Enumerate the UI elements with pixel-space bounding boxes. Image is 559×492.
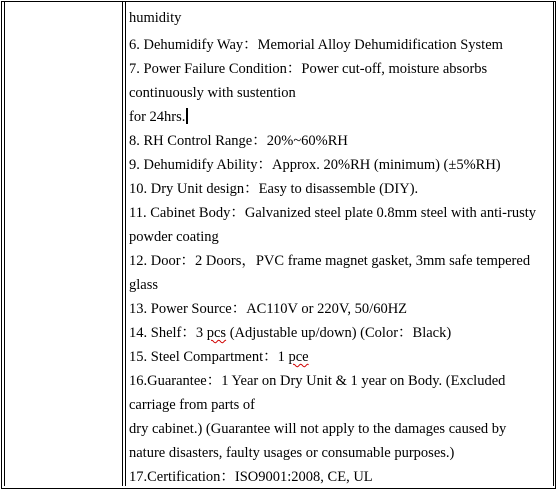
- spec-line-cabinet-body: 11. Cabinet Body：Galvanized steel plate 0.8mm steel with anti-rusty: [129, 205, 536, 221]
- spellcheck-word: pcs: [206, 325, 227, 341]
- spec-line-power-source: 13. Power Source：AC110V or 220V, 50/60HZ: [129, 301, 408, 317]
- spec-line: humidity: [129, 10, 182, 26]
- spec-line-guarantee: 16.Guarantee：1 Year on Dry Unit & 1 year on Body. (Excluded: [129, 373, 506, 389]
- spec-text: 15. Steel Compartment：1: [129, 349, 289, 365]
- spec-line-power-failure-end: [129, 105, 188, 129]
- spec-text-cell[interactable]: [125, 2, 554, 486]
- spec-line-guarantee-cont2: dry cabinet.) (Guarantee will not apply to the damages caused by: [129, 421, 507, 437]
- spec-text: 14. Shelf：3: [129, 325, 207, 341]
- spec-line-guarantee-cont3: nature disasters, faulty usages or consumable purposes.): [129, 445, 455, 461]
- spec-text: for 24hrs.: [129, 109, 186, 125]
- spec-text: (Adjustable up/down) (Color：Black): [226, 325, 452, 341]
- spellcheck-word: pce: [288, 349, 309, 365]
- spec-line-rh-range: 8. RH Control Range：20%~60%RH: [129, 133, 348, 149]
- spec-line-dry-unit: 10. Dry Unit design：Easy to disassemble (DIY).: [129, 181, 419, 197]
- spec-line-shelf: [129, 321, 451, 345]
- spec-line-compartment: [129, 345, 309, 369]
- spec-table: [1, 1, 556, 489]
- spec-line-power-failure: 7. Power Failure Condition：Power cut-off, moisture absorbs: [129, 61, 488, 77]
- empty-left-cell: [4, 2, 123, 486]
- spec-line-door-cont: glass: [129, 277, 158, 293]
- spec-line-ability: 9. Dehumidify Ability：Approx. 20%RH (minimum) (±5%RH): [129, 157, 501, 173]
- text-cursor: [186, 108, 188, 124]
- spec-line-certification: 17.Certification：ISO9001:2008, CE, UL: [129, 469, 373, 485]
- spec-line-power-failure-cont: continuously with sustention: [129, 85, 296, 101]
- spec-line-door: 12. Door：2 Doors，PVC frame magnet gasket, 3mm safe tempered: [129, 253, 531, 269]
- spec-line-cabinet-body-cont: powder coating: [129, 229, 219, 245]
- spec-line-guarantee-cont: carriage from parts of: [129, 397, 256, 413]
- spec-line-dehumidify-way: 6. Dehumidify Way：Memorial Alloy Dehumidification System: [129, 37, 503, 53]
